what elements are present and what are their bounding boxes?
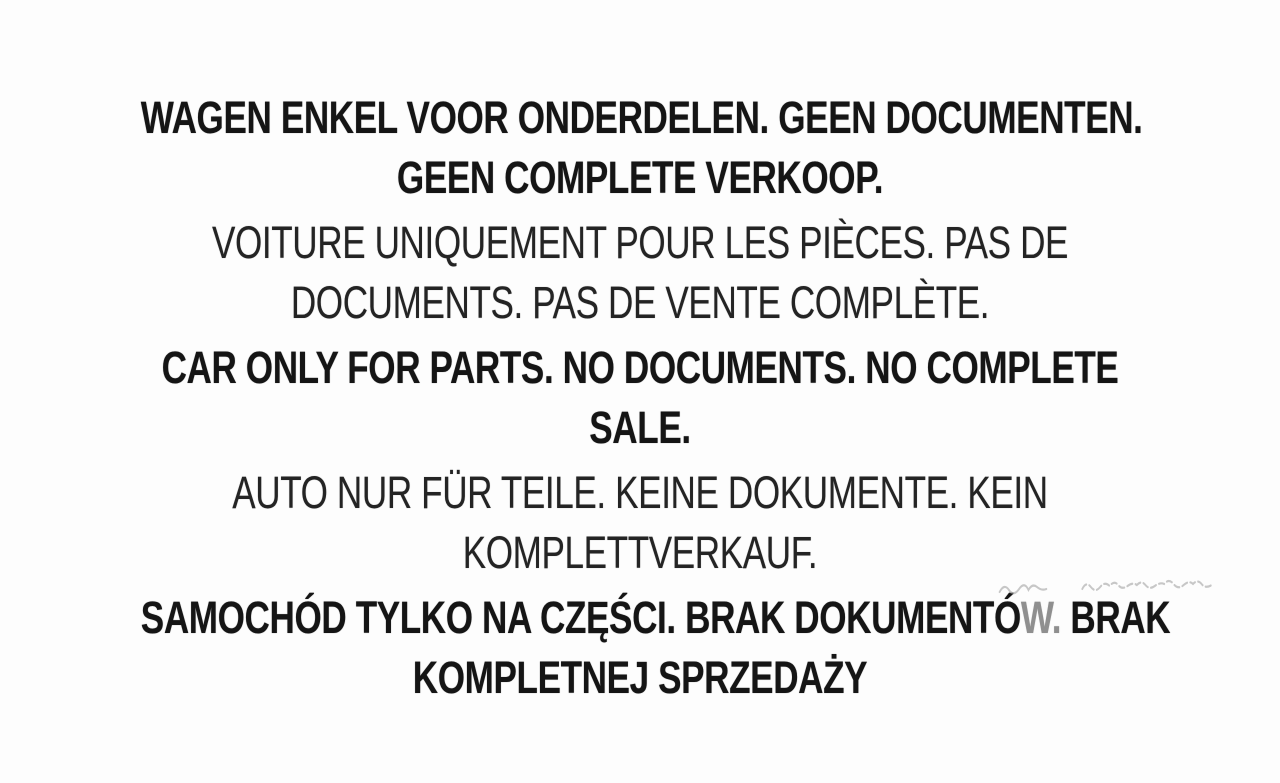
- notice-line: DOCUMENTS. PAS DE VENTE COMPLÈTE.: [290, 277, 990, 328]
- notice-line: WAGEN ENKEL VOOR ONDERDELEN. GEEN DOCUMENTEN.: [140, 92, 1143, 143]
- notice-line: VOITURE UNIQUEMENT POUR LES PIÈCES. PAS DE: [211, 217, 1069, 268]
- notice-line: CAR ONLY FOR PARTS. NO DOCUMENTS. NO COMPLETE: [161, 342, 1119, 393]
- notice-paragraph-dutch: [140, 88, 1143, 208]
- notice-line: KOMPLETNEJ SPRZEDAŻY: [412, 652, 868, 703]
- notice-line: GEEN COMPLETE VERKOOP.: [396, 152, 884, 203]
- polish-line1-after: BRAK: [1070, 588, 1170, 648]
- polish-line1-before: SAMOCHÓD TYLKO NA CZĘŚCI. BRAK DOKUMENTÓ: [140, 592, 1021, 643]
- notice-line: KOMPLETTVERKAUF.: [462, 527, 818, 578]
- notice-paragraph-french: [141, 213, 1139, 333]
- notice-paragraph-german: [141, 463, 1139, 583]
- notice-paragraph-english: [141, 338, 1139, 458]
- polish-line1-faded-segment: W.: [1020, 592, 1071, 643]
- notice-line: SALE.: [589, 402, 691, 453]
- notice-line: [140, 588, 1171, 648]
- notice-paragraph-polish: [140, 588, 1171, 708]
- notice-line: AUTO NUR FÜR TEILE. KEINE DOKUMENTE. KEIN: [232, 467, 1048, 518]
